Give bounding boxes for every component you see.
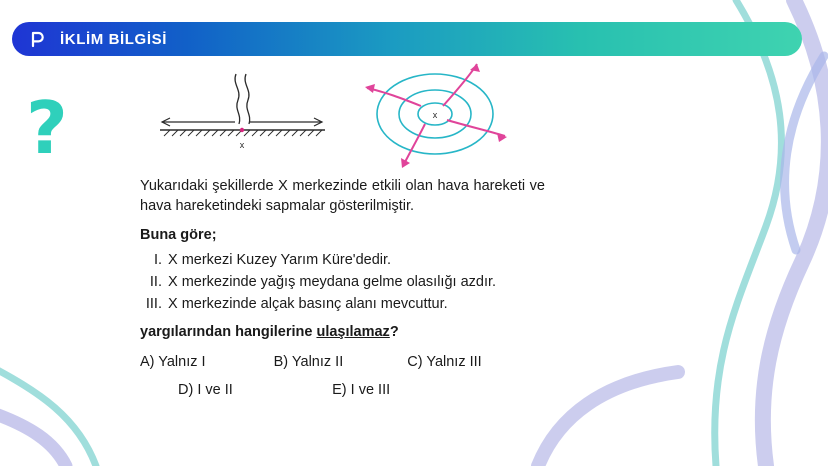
choice-d[interactable]: D) I ve II	[178, 382, 233, 398]
choices-row-2	[140, 380, 545, 400]
svg-text:x: x	[239, 140, 245, 150]
choice-b[interactable]: B) Yalnız II	[273, 354, 344, 370]
statement-list	[140, 250, 545, 314]
list-item	[140, 250, 545, 270]
statement-numeral: II.	[149, 274, 162, 290]
statement-numeral: III.	[145, 296, 162, 312]
question-prompt	[140, 322, 545, 342]
question-stem: Yukarıdaki şekillerde X merkezinde etkili olan hava hareketi ve hava hareketindeki sapmalar gösterilmiştir.	[140, 178, 545, 214]
choice-a[interactable]: A) Yalnız I	[140, 354, 206, 370]
decorative-swoosh-right	[588, 0, 828, 466]
prompt-underlined: ulaşılamaz	[316, 324, 390, 340]
section-header-bar	[12, 22, 802, 56]
figure-left	[160, 74, 325, 150]
section-title: İKLİM BİLGİSİ	[60, 30, 167, 48]
figure-right	[365, 64, 507, 168]
decorative-swoosh-bottom-right	[528, 346, 708, 466]
figure-group	[150, 62, 550, 177]
question-mark-decor: ?	[26, 86, 68, 170]
svg-text:x: x	[432, 110, 438, 120]
prompt-suffix: ?	[389, 324, 399, 340]
p-logo-icon	[26, 28, 48, 50]
prompt-prefix: yargılarından hangilerine	[140, 324, 317, 340]
statement-text: X merkezi Kuzey Yarım Küre'dedir.	[168, 252, 392, 268]
choice-c[interactable]: C) Yalnız III	[407, 354, 482, 370]
statement-numeral: I.	[153, 252, 162, 268]
list-item	[140, 272, 545, 292]
question-lead-in: Buna göre;	[140, 227, 217, 243]
statement-text: X merkezinde yağış meydana gelme olasılığı azdır.	[168, 274, 497, 290]
list-item	[140, 294, 545, 314]
choices-row-1	[140, 352, 545, 372]
choice-e[interactable]: E) I ve III	[332, 382, 391, 398]
question-body	[140, 176, 545, 408]
statement-text: X merkezinde alçak basınç alanı mevcuttur.	[168, 296, 448, 312]
